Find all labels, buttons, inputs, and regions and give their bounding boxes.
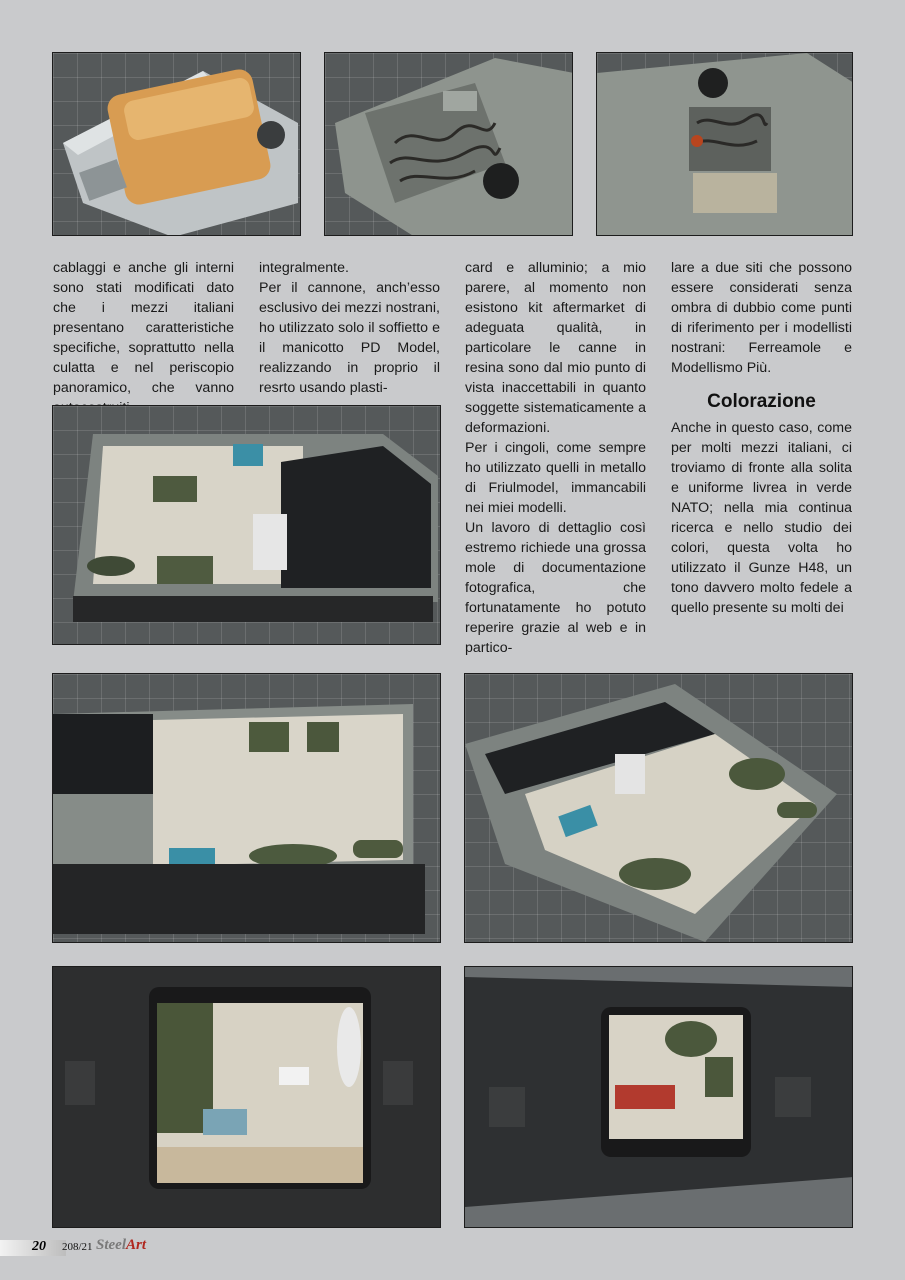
magazine-logo (96, 1237, 146, 1254)
photo-interior-topview (52, 405, 441, 645)
paragraph: card e alluminio; a mio parere, al momento non esistono kit aftermarket di adeguata qualità, in particolare le canne in resina sono dal mio punto di vista inaccettabili in quanto soggette sistematicamente a deformazioni. (465, 260, 646, 436)
photo-interior-left-angle (52, 673, 441, 943)
photo-hull-engine-bay-art (325, 53, 573, 236)
photo-rear-door-right-art (465, 967, 853, 1228)
photo-rear-door-left-art (53, 967, 441, 1228)
photo-interior-topview-art (53, 406, 441, 645)
text-column-1 (53, 258, 234, 418)
photo-interior-left-angle-art (53, 674, 441, 943)
photo-rear-door-right (464, 966, 853, 1228)
paragraph: Anche in questo caso, come per molti mezzi italiani, ci troviamo di fronte alla solita e uniforme livrea in verde NATO; nella mia continua ricerca e nello studio dei colori, questa volta ho utilizzato il Gunze H48, un tono davvero molto fedele a quello presente su molti dei (671, 420, 852, 616)
logo-part-steel: Steel (96, 1237, 126, 1253)
text-column-3 (465, 258, 646, 658)
photo-hull-rear (596, 52, 853, 236)
logo-part-art: Art (126, 1237, 147, 1253)
photo-rear-door-left (52, 966, 441, 1228)
text-column-2 (259, 258, 440, 398)
photo-hull-rear-art (597, 53, 853, 236)
paragraph: cablaggi e anche gli interni sono stati modificati dato che i mezzi italiani presentano caratteristiche specifiche, soprattutto nella culatta e nel periscopio panoramico, che vanno (53, 260, 234, 396)
photo-interior-right-angle (464, 673, 853, 943)
paragraph: Per il cannone, anch’esso esclusivo dei mezzi nostrani, ho utilizzato solo il soffietto e il manicotto PD Model, realizzando in proprio il resrto usando plasti- (259, 280, 440, 396)
section-heading: Colorazione (707, 391, 816, 412)
text-column-4 (671, 258, 852, 618)
paragraph: Un lavoro di dettaglio così estremo richiede una grossa mole di documentazione fotografica, che fortunatamente ho potuto reperire grazie al web e in partico- (465, 520, 646, 656)
paragraph: Per i cingoli, come sempre ho utilizzato quelli in metallo di Friulmodel, immancabili nei miei modelli. (465, 440, 646, 516)
issue-number: 208/21 (62, 1241, 93, 1253)
paragraph: integralmente. (259, 260, 349, 276)
photo-hull-engine-bay (324, 52, 573, 236)
photo-hull-sponge-art (53, 53, 301, 236)
paragraph: lare a due siti che possono essere considerati senza ombra di dubbio come punti di riferimento per i modellisti nostrani: Ferreamole e Modellismo Più. (671, 260, 852, 376)
photo-interior-right-angle-art (465, 674, 853, 943)
photo-hull-sponge (52, 52, 301, 236)
page-footer (0, 1236, 905, 1258)
page-number: 20 (32, 1239, 46, 1254)
